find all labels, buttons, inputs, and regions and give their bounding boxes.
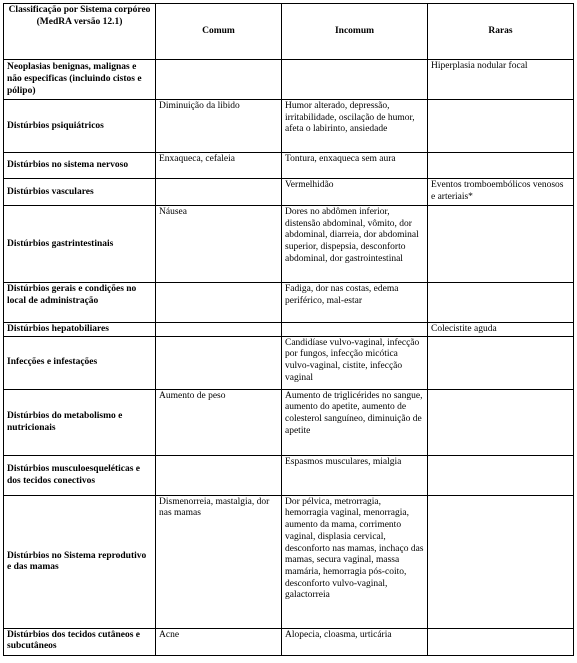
cell-rare	[428, 153, 574, 179]
cell-uncommon: Dores no abdômen inferior, distensão abdominal, vômito, dor abdominal, diarreia, dor abdominal superior, dispepsia, desconforto abdominal, dor gastrointestinal	[282, 206, 428, 283]
cell-rare	[428, 455, 574, 495]
row-classification: Infecções e infestações	[4, 336, 156, 389]
row-classification: Distúrbios no Sistema reprodutivo e das mamas	[4, 495, 156, 628]
cell-common: Diminuição da libido	[156, 100, 282, 153]
cell-uncommon: Dor pélvica, metrorragia, hemorragia vaginal, menorragia, aumento da mama, corrimento vaginal, displasia cervical, desconforto nas mamas, inchaço das mamas, secura vaginal, massa mamária, hemorragia pós-coito, desconforto vulvo-vaginal, galactorreia	[282, 495, 428, 628]
row-classification: Distúrbios hepatobiliares	[4, 323, 156, 337]
cell-uncommon: Candidíase vulvo-vaginal, infecção por fungos, infecção micótica vulvo-vaginal, cistite, infecção vaginal	[282, 336, 428, 389]
table-row	[4, 495, 574, 628]
cell-common: Náusea	[156, 206, 282, 283]
table-row	[4, 60, 574, 100]
header-classification: Classificação por Sistema corpóreo (MedRA versão 12.1)	[4, 4, 156, 60]
table-row	[4, 206, 574, 283]
cell-uncommon: Tontura, enxaqueca sem aura	[282, 153, 428, 179]
table-row	[4, 336, 574, 389]
table-row	[4, 455, 574, 495]
table-row	[4, 179, 574, 206]
cell-common	[156, 455, 282, 495]
table-header-row	[4, 4, 574, 60]
header-uncommon: Incomum	[282, 4, 428, 60]
row-classification: Neoplasias benignas, malignas e não especificas (incluindo cistos e pólipo)	[4, 60, 156, 100]
cell-uncommon	[282, 60, 428, 100]
row-classification: Distúrbios no sistema nervoso	[4, 153, 156, 179]
table-row	[4, 283, 574, 323]
cell-common	[156, 283, 282, 323]
cell-rare: Hiperplasia nodular focal	[428, 60, 574, 100]
cell-common: Dismenorreia, mastalgia, dor nas mamas	[156, 495, 282, 628]
cell-rare	[428, 206, 574, 283]
cell-common: Aumento de peso	[156, 389, 282, 455]
row-classification: Distúrbios do metabolismo e nutricionais	[4, 389, 156, 455]
row-classification: Distúrbios vasculares	[4, 179, 156, 206]
cell-rare: Eventos tromboembólicos venosos e arteriais*	[428, 179, 574, 206]
cell-common	[156, 323, 282, 337]
cell-uncommon: Fadiga, dor nas costas, edema periférico, mal-estar	[282, 283, 428, 323]
cell-common	[156, 60, 282, 100]
table-row	[4, 389, 574, 455]
row-classification: Distúrbios dos tecidos cutâneos e subcutâneos	[4, 628, 156, 655]
row-classification: Distúrbios psiquiátricos	[4, 100, 156, 153]
cell-uncommon: Espasmos musculares, mialgia	[282, 455, 428, 495]
cell-uncommon: Alopecia, cloasma, urticária	[282, 628, 428, 655]
table-row	[4, 153, 574, 179]
cell-uncommon: Vermelhidão	[282, 179, 428, 206]
cell-common: Enxaqueca, cefaleia	[156, 153, 282, 179]
cell-uncommon: Humor alterado, depressão, irritabilidade, oscilação de humor, afeta o labirinto, ansiedade	[282, 100, 428, 153]
header-common: Comum	[156, 4, 282, 60]
cell-rare	[428, 283, 574, 323]
cell-rare: Colecistite aguda	[428, 323, 574, 337]
table-row	[4, 100, 574, 153]
header-rare: Raras	[428, 4, 574, 60]
row-classification: Distúrbios musculoesqueléticas e dos tecidos conectivos	[4, 455, 156, 495]
cell-rare	[428, 389, 574, 455]
cell-rare	[428, 628, 574, 655]
table-row	[4, 323, 574, 337]
cell-common	[156, 179, 282, 206]
cell-rare	[428, 100, 574, 153]
cell-rare	[428, 495, 574, 628]
adverse-events-table-wrapper	[3, 3, 574, 656]
cell-common: Acne	[156, 628, 282, 655]
cell-common	[156, 336, 282, 389]
cell-rare	[428, 336, 574, 389]
row-classification: Distúrbios gerais e condições no local de administração	[4, 283, 156, 323]
cell-uncommon	[282, 323, 428, 337]
table-row	[4, 628, 574, 655]
adverse-events-table	[3, 3, 574, 656]
row-classification: Distúrbios gastrintestinais	[4, 206, 156, 283]
cell-uncommon: Aumento de triglicérides no sangue, aumento do apetite, aumento de colesterol sanguíneo, diminuição de apetite	[282, 389, 428, 455]
